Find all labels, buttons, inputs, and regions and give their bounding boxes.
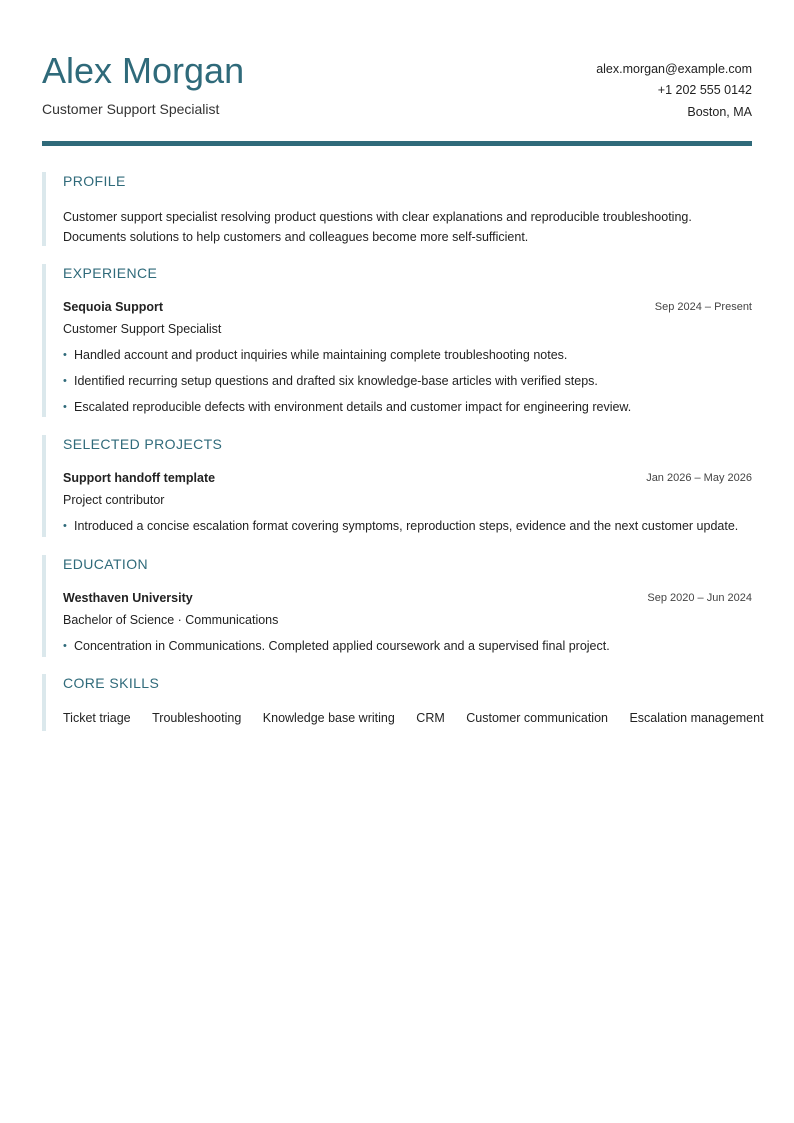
header-divider [42, 141, 752, 146]
skill-item: Troubleshooting [152, 711, 242, 725]
section-title-skills: CORE SKILLS [63, 675, 160, 691]
experience-entry-header [63, 299, 752, 316]
section-skills [42, 674, 764, 731]
bullet-icon: • [63, 640, 67, 652]
skill-item: Customer communication [466, 711, 608, 725]
list-item: • Identified recurring setup questions and drafted six knowledge-base articles with verified steps. [63, 374, 598, 388]
bullet-icon: • [63, 375, 67, 387]
candidate-name: Alex Morgan [42, 50, 245, 91]
section-title-education: EDUCATION [63, 556, 149, 572]
section-experience [42, 264, 752, 417]
resume-page [42, 0, 764, 725]
skill-item: Knowledge base writing [262, 711, 395, 725]
experience-bullets [63, 347, 752, 416]
project-role: Project contributor [63, 493, 165, 507]
education-bullets [63, 638, 752, 655]
education-entry-header [63, 590, 752, 607]
project-dates: Jan 2026 – May 2026 [646, 472, 752, 484]
section-title-projects: SELECTED PROJECTS [63, 436, 223, 452]
candidate-role: Customer Support Specialist [42, 101, 220, 117]
contact-block [596, 59, 752, 123]
section-title-profile: PROFILE [63, 173, 126, 189]
contact-email: alex.morgan@example.com [596, 62, 752, 76]
contact-location: Boston, MA [687, 104, 752, 119]
skill-item: Ticket triage [63, 711, 131, 725]
list-item: • Concentration in Communications. Completed applied coursework and a supervised final project. [63, 639, 610, 653]
degree: Bachelor of Science · Communications [63, 613, 279, 627]
skill-item: Escalation management [629, 711, 764, 725]
project-entry-header [63, 470, 752, 487]
job-title: Customer Support Specialist [63, 322, 222, 336]
list-item: • Handled account and product inquiries while maintaining complete troubleshooting notes. [63, 348, 568, 362]
section-profile [42, 172, 752, 246]
project-bullets [63, 518, 752, 535]
employment-dates: Sep 2024 – Present [654, 301, 752, 313]
profile-summary: Customer support specialist resolving product questions with clear explanations and reproducible troubleshooting. Documents solutions to help customers and colleagues become more self-sufficient. [63, 210, 692, 244]
section-title-experience: EXPERIENCE [63, 265, 158, 281]
project-name: Support handoff template [63, 471, 216, 485]
school-name: Westhaven University [63, 591, 193, 605]
section-projects [42, 435, 752, 537]
list-item: • Escalated reproducible defects with environment details and customer impact for engineering review. [63, 400, 632, 414]
skills-list [63, 710, 764, 727]
bullet-icon: • [63, 349, 67, 361]
section-education [42, 555, 752, 657]
bullet-icon: • [63, 401, 67, 413]
list-item: • Introduced a concise escalation format covering symptoms, reproduction steps, evidence and the next customer update. [63, 519, 739, 533]
education-dates: Sep 2020 – Jun 2024 [647, 592, 752, 604]
employer-name: Sequoia Support [63, 300, 163, 314]
skill-item: CRM [416, 711, 445, 725]
resume-header [42, 0, 752, 141]
bullet-icon: • [63, 520, 67, 532]
contact-phone: +1 202 555 0142 [657, 83, 752, 98]
